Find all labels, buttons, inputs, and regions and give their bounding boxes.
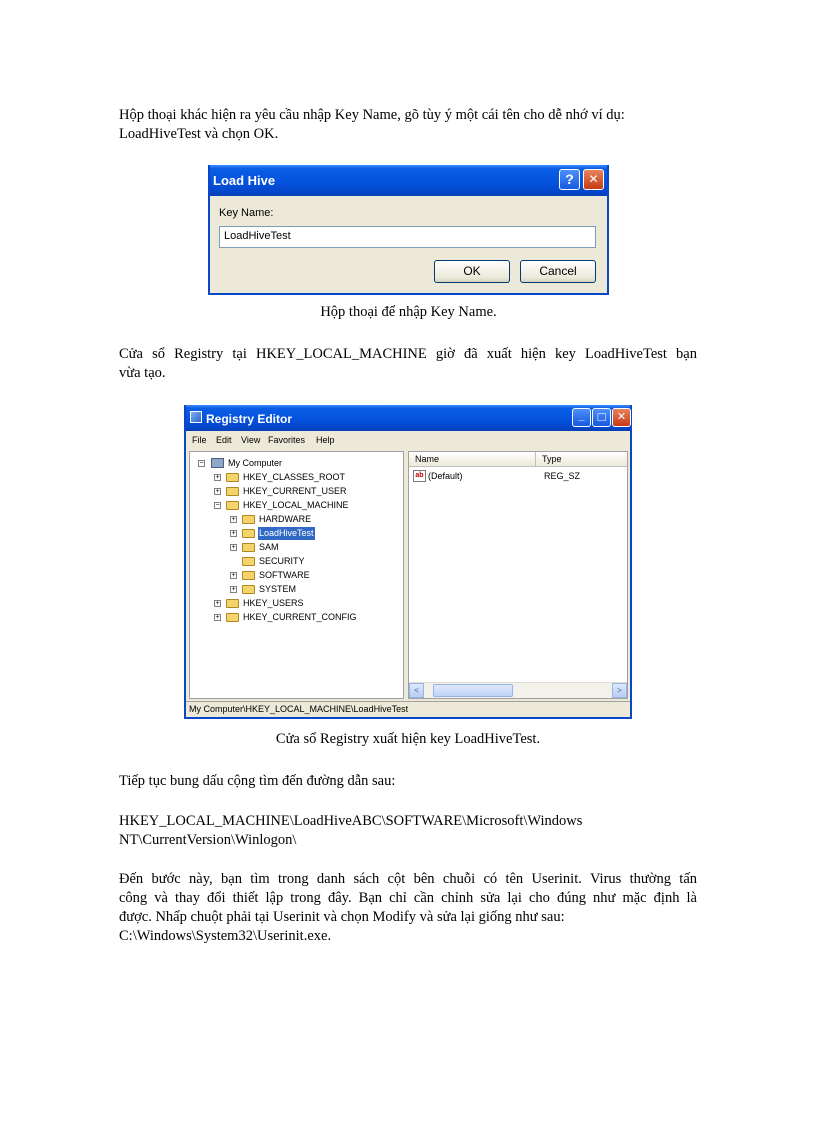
menu-help[interactable]: Help	[316, 435, 335, 445]
text-line: được. Nhấp chuột phải tại Userinit và chọn Modify và sửa lại giống như sau:	[119, 909, 565, 925]
load-hive-dialog	[208, 165, 609, 295]
text-line: C:\Windows\System32\Userinit.exe.	[119, 928, 332, 944]
value-type: REG_SZ	[544, 471, 581, 481]
text-line: Tiếp tục bung dấu cộng tìm đến đường dẫn sau:	[119, 773, 396, 789]
tree-label: SYSTEM	[259, 584, 297, 594]
registry-icon	[190, 411, 202, 423]
dialog-title: Load Hive	[213, 173, 276, 188]
text-line: vừa tạo.	[119, 365, 166, 381]
collapse-icon[interactable]: −	[199, 460, 204, 467]
registry-editor-window	[184, 405, 632, 719]
folder-icon	[242, 557, 255, 566]
scroll-right-button[interactable]: >	[612, 683, 627, 698]
text-line: NT\CurrentVersion\Winlogon\	[119, 832, 297, 848]
tree-node-security[interactable]	[230, 555, 400, 568]
text-line: Hộp thoại khác hiện ra yêu cầu nhập Key Name, gõ tùy ý một cái tên cho dễ nhớ ví dụ:	[119, 107, 625, 123]
text-line: LoadHiveTest và chọn OK.	[119, 126, 279, 142]
tree-label: HARDWARE	[259, 514, 312, 524]
string-value-icon: ab	[413, 470, 426, 482]
value-name: (Default)	[428, 471, 463, 481]
tree-label: SOFTWARE	[259, 570, 310, 580]
text-line: Cửa sổ Registry tại HKEY_LOCAL_MACHINE giờ đã xuất hiện key LoadHiveTest bạn	[119, 346, 697, 362]
computer-icon	[211, 458, 224, 468]
scroll-left-button[interactable]: <	[409, 683, 424, 698]
key-name-input[interactable]: LoadHiveTest	[219, 226, 596, 248]
value-row-default[interactable]	[413, 470, 623, 483]
folder-icon	[242, 515, 255, 524]
paragraph-registry-intro	[119, 345, 697, 383]
folder-icon	[242, 529, 255, 538]
tree-label-selected: LoadHiveTest	[259, 528, 314, 538]
paragraph-load-hive-intro	[119, 106, 697, 144]
tree-node-my-computer[interactable]	[198, 457, 398, 470]
collapse-icon[interactable]: −	[215, 502, 220, 509]
maximize-button[interactable]: □	[592, 408, 611, 427]
text-line: công và thay đổi thiết lập trong đây. Bạn chỉ cần chỉnh sửa lại cho đúng như mặc định là	[119, 890, 697, 906]
tree-node-loadhivetest[interactable]	[230, 527, 400, 540]
folder-icon	[226, 599, 239, 608]
folder-open-icon	[226, 501, 239, 510]
column-header-name[interactable]: Name	[409, 452, 536, 467]
menu-favorites[interactable]: Favorites	[268, 435, 306, 445]
scroll-thumb[interactable]	[433, 684, 513, 697]
tree-label: HKEY_CURRENT_USER	[243, 486, 347, 496]
key-tree-pane[interactable]	[189, 451, 404, 699]
column-header-type[interactable]: Type	[536, 452, 628, 467]
tree-node-hkey-users[interactable]	[214, 597, 404, 610]
menu-edit[interactable]: Edit	[216, 435, 232, 445]
folder-icon	[226, 487, 239, 496]
horizontal-scrollbar[interactable]	[409, 682, 627, 698]
values-list-pane[interactable]	[408, 451, 628, 699]
expand-icon[interactable]: +	[215, 600, 220, 607]
minimize-button[interactable]: _	[572, 408, 591, 427]
folder-icon	[242, 543, 255, 552]
expand-icon[interactable]: +	[215, 474, 220, 481]
tree-label: SAM	[259, 542, 279, 552]
paragraph-userinit-fix	[119, 870, 697, 946]
status-bar: My Computer\HKEY_LOCAL_MACHINE\LoadHiveTest	[186, 701, 630, 717]
menu-view[interactable]: View	[241, 435, 261, 445]
expand-icon[interactable]: +	[231, 572, 236, 579]
tree-label: HKEY_CURRENT_CONFIG	[243, 612, 357, 622]
dialog-title-bar	[210, 165, 607, 196]
tree-node-hkey-current-config[interactable]	[214, 611, 404, 624]
expand-icon[interactable]: +	[231, 544, 236, 551]
expand-icon[interactable]: +	[215, 488, 220, 495]
tree-label: SECURITY	[259, 556, 305, 566]
tree-node-hkey-local-machine[interactable]	[214, 499, 404, 512]
tree-node-hkey-current-user[interactable]	[214, 485, 404, 498]
cancel-button[interactable]: Cancel	[520, 260, 596, 283]
window-title: Registry Editor	[206, 412, 293, 426]
menu-bar	[186, 431, 630, 449]
caption-load-hive: Hộp thoại để nhập Key Name.	[320, 304, 497, 320]
paragraph-registry-path	[119, 812, 697, 850]
folder-icon	[242, 585, 255, 594]
tree-node-sam[interactable]	[230, 541, 400, 554]
menu-file[interactable]: File	[192, 435, 207, 445]
folder-icon	[226, 473, 239, 482]
tree-node-hkey-classes-root[interactable]	[214, 471, 404, 484]
help-button[interactable]: ?	[559, 169, 580, 190]
tree-node-software[interactable]	[230, 569, 400, 582]
tree-node-hardware[interactable]	[230, 513, 400, 526]
folder-icon	[242, 571, 255, 580]
window-title-bar	[186, 405, 630, 431]
expand-icon[interactable]: +	[231, 586, 236, 593]
tree-label: HKEY_USERS	[243, 598, 304, 608]
caption-registry: Cửa sổ Registry xuất hiện key LoadHiveTest.	[275, 731, 541, 747]
paragraph-expand-path	[119, 772, 697, 791]
key-name-label: Key Name:	[219, 207, 274, 219]
tree-label: HKEY_CLASSES_ROOT	[243, 472, 346, 482]
text-line: HKEY_LOCAL_MACHINE\LoadHiveABC\SOFTWARE\Microsoft\Windows	[119, 813, 583, 829]
expand-icon[interactable]: +	[231, 530, 236, 537]
folder-icon	[226, 613, 239, 622]
tree-node-system[interactable]	[230, 583, 400, 596]
close-button[interactable]: ✕	[583, 169, 604, 190]
close-button[interactable]: ✕	[612, 408, 631, 427]
expand-icon[interactable]: +	[231, 516, 236, 523]
expand-icon[interactable]: +	[215, 614, 220, 621]
tree-label: My Computer	[228, 458, 283, 468]
text-line: Đến bước này, bạn tìm trong danh sách cột bên chuỗi có tên Userinit. Virus thường tấn	[119, 871, 697, 887]
tree-label: HKEY_LOCAL_MACHINE	[243, 500, 349, 510]
ok-button[interactable]: OK	[434, 260, 510, 283]
